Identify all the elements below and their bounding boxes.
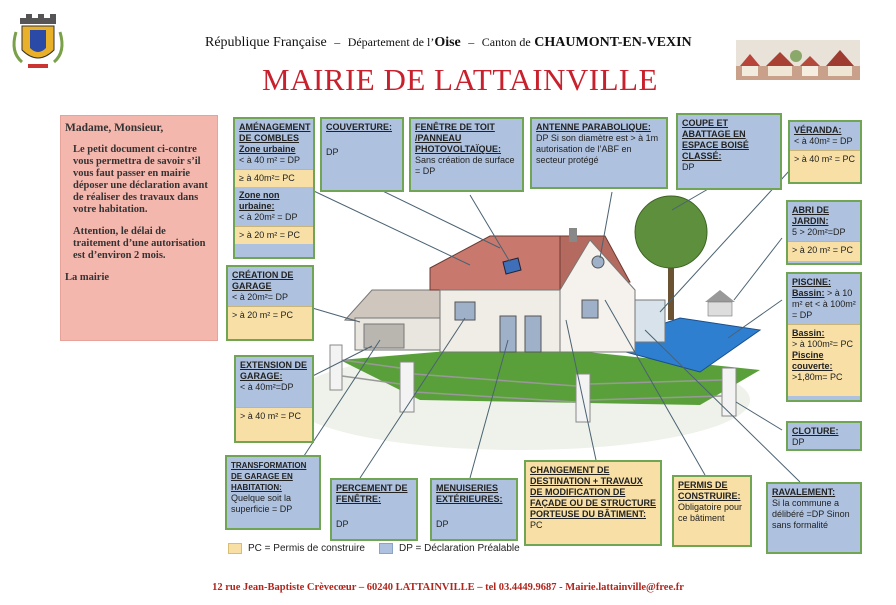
box-ravalement bbox=[766, 482, 862, 554]
abri-pc: > à 20 m² = PC bbox=[788, 241, 860, 261]
amenagement-zu-dp: < à 40 m² = DP bbox=[239, 155, 301, 165]
changement-text: PC bbox=[530, 520, 543, 530]
extension-garage-pc: > à 40 m² = PC bbox=[236, 407, 312, 443]
couverture-title: COUVERTURE: bbox=[326, 122, 393, 132]
header-republique: République Française bbox=[205, 35, 327, 50]
coupe-title: COUPE ET ABATTAGE EN ESPACE BOISÉ CLASSÉ: bbox=[682, 118, 749, 161]
box-antenne-parabolique bbox=[530, 117, 668, 189]
letter-signature: La mairie bbox=[65, 272, 110, 283]
legend-item-dp bbox=[379, 543, 520, 554]
permis-text: Obligatoire pour ce bâtiment bbox=[678, 502, 743, 523]
ravalement-title: RAVALEMENT: bbox=[772, 487, 836, 497]
amenagement-zone-urbaine: Zone urbaine bbox=[239, 144, 296, 154]
amenagement-znu-dp: < à 20m² = DP bbox=[239, 212, 298, 222]
ravalement-text: Si la commune a délibéré =DP Sinon sans formalité bbox=[772, 498, 850, 530]
box-percement-fenetre bbox=[330, 478, 418, 541]
fenetre-toit-title: FENÊTRE DE TOIT /PANNEAU PHOTOVOLTAÏQUE: bbox=[415, 122, 502, 154]
creation-garage-dp: < à 20m²= DP bbox=[232, 292, 289, 302]
piscine-bassin-label: Bassin: bbox=[792, 288, 825, 298]
creation-garage-pc: > à 20 m² = PC bbox=[228, 306, 312, 341]
legend-swatch-dp bbox=[379, 543, 393, 554]
percement-title: PERCEMENT DE FENÊTRE: bbox=[336, 483, 408, 504]
percement-text: DP bbox=[336, 519, 349, 529]
box-creation-garage bbox=[226, 265, 314, 341]
box-amenagement-combles bbox=[233, 117, 315, 259]
box-extension-garage bbox=[234, 355, 314, 443]
legend-label-pc: PC = Permis de construire bbox=[248, 543, 365, 554]
amenagement-znu-pc: > à 20 m² = PC bbox=[235, 226, 313, 244]
box-cloture bbox=[786, 421, 862, 451]
veranda-dp: < à 40m² = DP bbox=[794, 136, 853, 146]
cloture-title: CLOTURE: bbox=[792, 426, 839, 436]
box-changement-destination bbox=[524, 460, 662, 546]
menuiseries-text: DP bbox=[436, 519, 449, 529]
box-transformation-garage bbox=[225, 455, 321, 530]
transformation-title: TRANSFORMATION DE GARAGE EN HABITATION: bbox=[231, 461, 307, 492]
box-coupe-abattage bbox=[676, 113, 782, 190]
box-piscine bbox=[786, 272, 862, 402]
box-menuiseries bbox=[430, 478, 518, 541]
fenetre-toit-text: Sans création de surface = DP bbox=[415, 155, 515, 176]
header-dept-name: Oise bbox=[434, 35, 461, 50]
page-title: MAIRIE DE LATTAINVILLE bbox=[262, 62, 658, 97]
footer-address: 12 rue Jean-Baptiste Crèvecœur – 60240 LATTAINVILLE – tel 03.4449.9687 - Mairie.lattainville@free.fr bbox=[212, 582, 684, 593]
piscine-bassin-dp: > à 10 m² et < à 100m² = DP bbox=[792, 288, 856, 320]
transformation-text: Quelque soit la superficie = DP bbox=[231, 493, 293, 514]
antenne-title: ANTENNE PARABOLIQUE: bbox=[536, 122, 651, 132]
header-dept-prefix: Département de l’ bbox=[347, 35, 435, 49]
letter-paragraph-1: Le petit document ci-contre vous permettra de savoir s’il vous faut passer en mairie déposer une déclaration avant de réaliser des travaux dans votre habitation. bbox=[73, 144, 208, 215]
box-permis-construire bbox=[672, 475, 752, 547]
piscine-title: PISCINE: bbox=[792, 277, 832, 287]
coupe-text: DP bbox=[682, 162, 695, 172]
legend bbox=[228, 543, 534, 554]
piscine-couverte-pc: >1,80m= PC bbox=[792, 372, 843, 382]
piscine-bassin2-label: Bassin: bbox=[792, 328, 825, 338]
amenagement-title: AMÉNAGEMENT DE COMBLES bbox=[239, 122, 311, 143]
letter-greeting: Madame, Monsieur, bbox=[65, 122, 164, 134]
extension-garage-title: EXTENSION DE GARAGE: bbox=[240, 360, 308, 381]
legend-item-pc bbox=[228, 543, 365, 554]
piscine-couverte-label: Piscine couverte: bbox=[792, 350, 833, 371]
veranda-pc: > à 40 m² = PC bbox=[790, 150, 860, 184]
abri-dp: 5 > 20m²=DP bbox=[792, 227, 846, 237]
amenagement-zone-non-urbaine: Zone non urbaine: bbox=[239, 190, 280, 211]
changement-title: CHANGEMENT DE DESTINATION + TRAVAUX DE MODIFICATION DE FAÇADE OU DE STRUCTURE PORTEUSE DU BÂTIMENT: bbox=[530, 465, 657, 519]
permis-title: PERMIS DE CONSTRUIRE: bbox=[678, 480, 741, 501]
couverture-text: DP bbox=[326, 147, 339, 157]
legend-label-dp: DP = Déclaration Préalable bbox=[399, 543, 520, 554]
cloture-text: DP bbox=[792, 437, 805, 447]
box-abri-jardin bbox=[786, 200, 862, 265]
abri-title: ABRI DE JARDIN: bbox=[792, 205, 830, 226]
box-veranda bbox=[788, 120, 862, 184]
header-canton-name: CHAUMONT-EN-VEXIN bbox=[534, 35, 692, 50]
legend-swatch-pc bbox=[228, 543, 242, 554]
extension-garage-dp: < à 40m²=DP bbox=[240, 382, 294, 392]
amenagement-zu-pc: ≥ à 40m²= PC bbox=[235, 169, 313, 187]
piscine-bassin2-pc: > à 100m²= PC bbox=[792, 339, 854, 349]
box-fenetre-toit bbox=[409, 117, 524, 192]
header-separator: – bbox=[334, 35, 341, 49]
menuiseries-title: MENUISERIES EXTÉRIEURES: bbox=[436, 483, 503, 504]
antenne-text: DP Si son diamètre est > à 1m autorisation de l’ABF en secteur protégé bbox=[536, 133, 659, 165]
box-couverture bbox=[320, 117, 404, 192]
letter-paragraph-2: Attention, le délai de traitement d’une autorisation est d’environ 2 mois. bbox=[73, 226, 206, 261]
veranda-title: VÉRANDA: bbox=[794, 125, 842, 135]
creation-garage-title: CRÉATION DE GARAGE bbox=[232, 270, 294, 291]
header-canton-prefix: Canton de bbox=[481, 35, 531, 49]
header-separator-2: – bbox=[468, 35, 475, 49]
